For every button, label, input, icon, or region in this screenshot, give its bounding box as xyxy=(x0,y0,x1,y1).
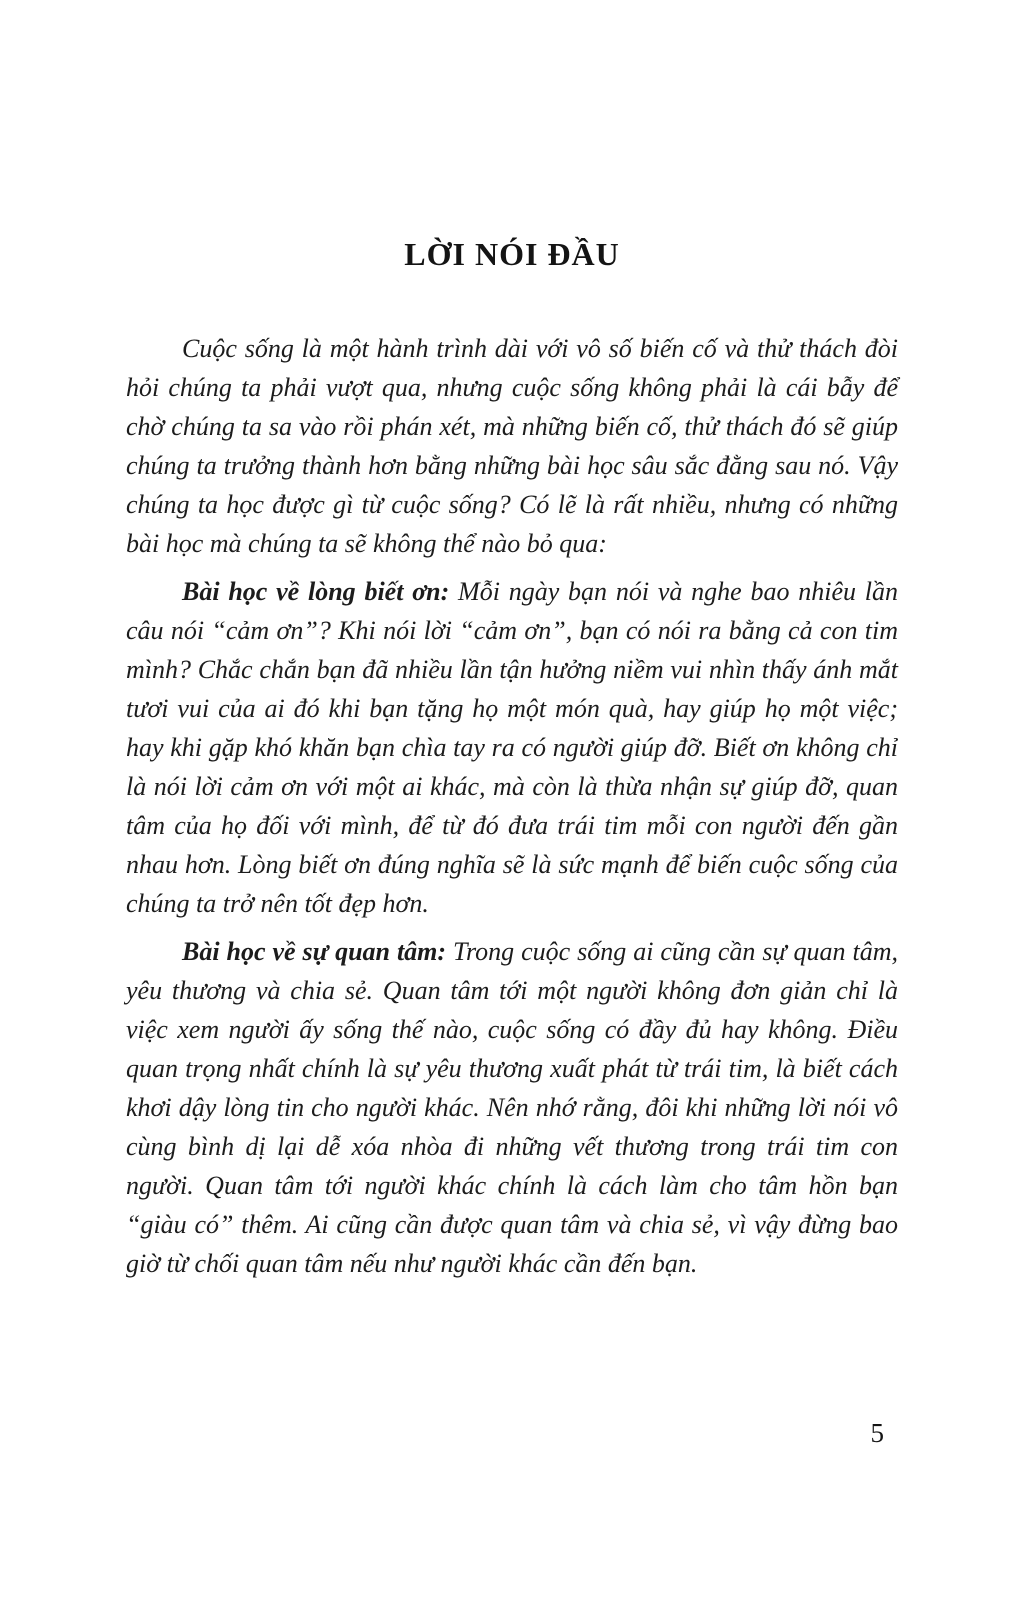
paragraph-text: Cuộc sống là một hành trình dài với vô số biến cố và thử thách đòi hỏi chúng ta phải vượt qua, nhưng cuộc sống không phải là cái bẫy để chờ chúng ta sa vào rồi phán xét, mà những biến cố, thử thách đó sẽ giúp chúng ta trưởng thành hơn bằng những bài học sâu sắc đằng sau nó. Vậy chúng ta học được gì từ cuộc sống? Có lẽ là rất nhiều, nhưng có những bài học mà chúng ta sẽ không thể nào bỏ qua: xyxy=(126,334,898,558)
page-title: LỜI NÓI ĐẦU xyxy=(404,236,620,272)
paragraph-text: Mỗi ngày bạn nói và nghe bao nhiêu lần câu nói “cảm ơn”? Khi nói lời “cảm ơn”, bạn có nói ra bằng cả con tim mình? Chắc chắn bạn đã nhiều lần tận hưởng niềm vui nhìn thấy ánh mắt tươi vui của ai đó khi bạn tặng họ một món quà, hay giúp họ một việc; hay khi gặp khó khăn bạn chìa tay ra có người giúp đỡ. Biết ơn không chỉ là nói lời cảm ơn với một ai khác, mà còn là thừa nhận sự giúp đỡ, quan tâm của họ đối với mình, để từ đó đưa trái tim mỗi con người đến gần nhau hơn. Lòng biết ơn đúng nghĩa sẽ là sức mạnh để biến cuộc sống của chúng ta trở nên tốt đẹp hơn. xyxy=(126,577,898,918)
paragraph xyxy=(126,932,898,1283)
paragraph xyxy=(126,572,898,923)
paragraph xyxy=(126,329,898,563)
paragraph-lead: Bài học về sự quan tâm: xyxy=(182,937,447,966)
paragraph-lead: Bài học về lòng biết ơn: xyxy=(182,577,450,606)
paragraph-text: Trong cuộc sống ai cũng cần sự quan tâm, yêu thương và chia sẻ. Quan tâm tới một người không đơn giản chỉ là việc xem người ấy sống thế nào, cuộc sống có đầy đủ hay không. Điều quan trọng nhất chính là sự yêu thương xuất phát từ trái tim, là biết cách khơi dậy lòng tin cho người khác. Nên nhớ rằng, đôi khi những lời nói vô cùng bình dị lại dễ xóa nhòa đi những vết thương trong trái tim con người. Quan tâm tới người khác chính là cách làm cho tâm hồn bạn “giàu có” thêm. Ai cũng cần được quan tâm và chia sẻ, vì vậy đừng bao giờ từ chối quan tâm nếu như người khác cần đến bạn. xyxy=(126,937,898,1278)
page-number: 5 xyxy=(870,1418,884,1448)
page-content xyxy=(126,329,898,1283)
